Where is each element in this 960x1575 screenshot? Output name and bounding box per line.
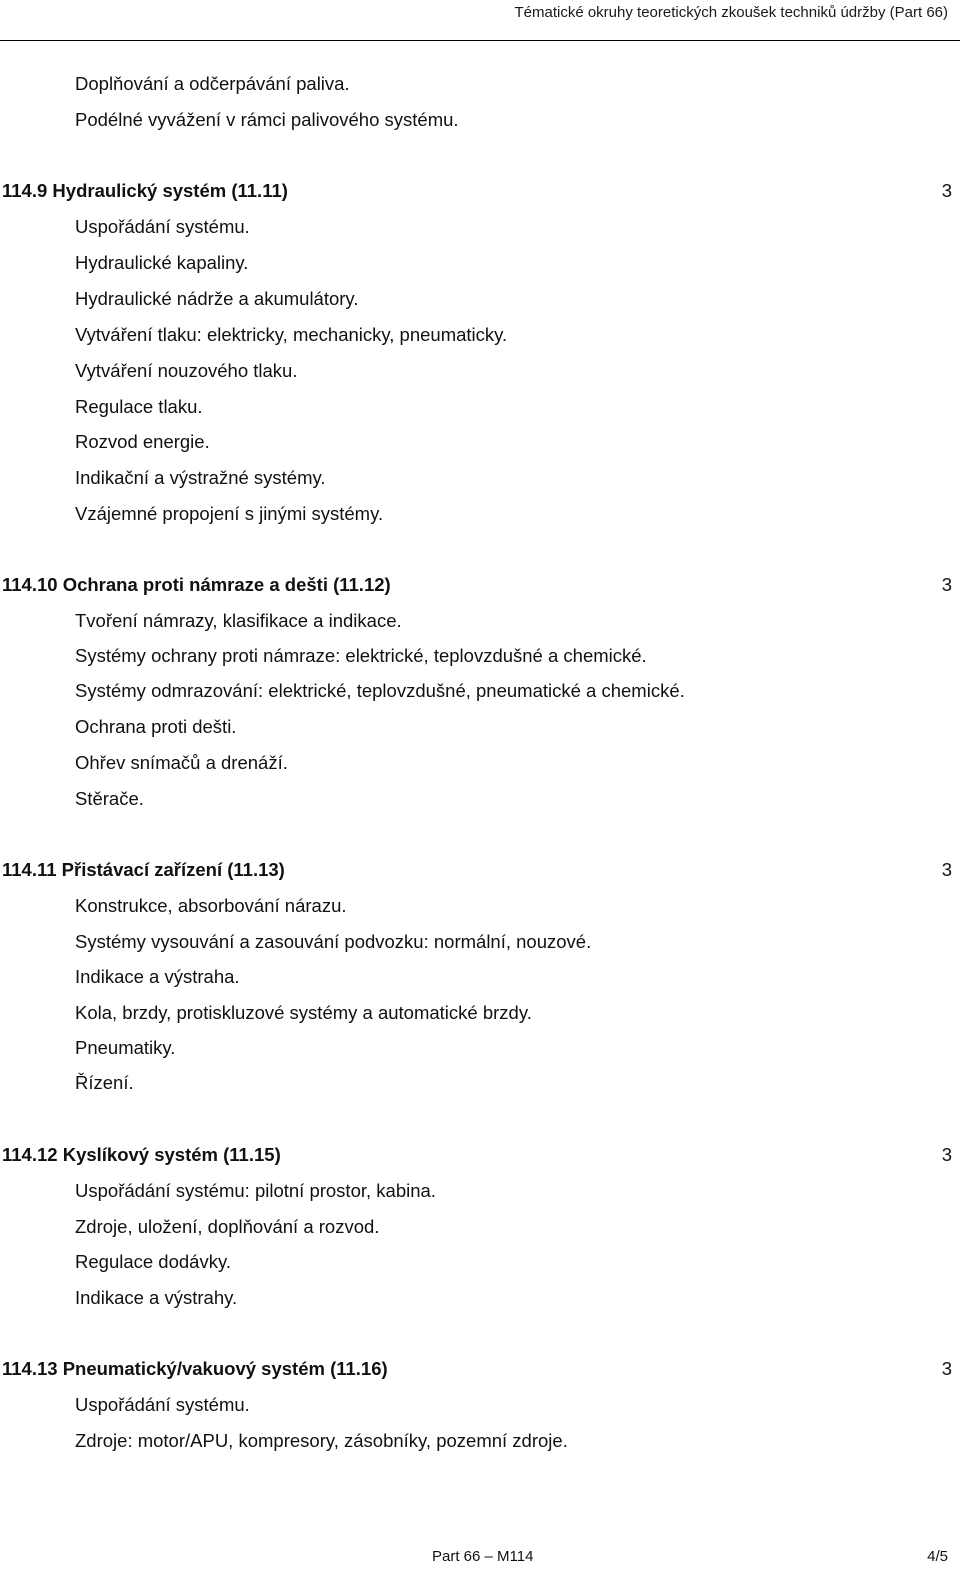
list-item: Ohřev snímačů a drenáží. [75,752,288,773]
footer-module: Part 66 – M114 [432,1548,534,1565]
list-item: Hydraulické kapaliny. [75,252,249,273]
list-item: Kola, brzdy, protiskluzové systémy a automatické brzdy. [75,1002,532,1023]
section-heading-114-9 [2,180,952,202]
section-title: 114.12 Kyslíkový systém (11.15) [2,1144,281,1165]
list-item: Tvoření námrazy, klasifikace a indikace. [75,610,402,631]
list-item: Rozvod energie. [75,431,210,452]
list-item: Regulace tlaku. [75,396,203,417]
list-item: Vytváření tlaku: elektricky, mechanicky, pneumaticky. [75,324,508,345]
section-title: 114.11 Přistávací zařízení (11.13) [2,859,285,880]
list-item: Uspořádání systému: pilotní prostor, kabina. [75,1180,436,1201]
intro-line: Podélné vyvážení v rámci palivového systému. [75,109,459,130]
page-number: 4/5 [927,1548,948,1565]
header-divider [0,40,960,41]
section-heading-114-13 [2,1358,952,1380]
section-title: 114.13 Pneumatický/vakuový systém (11.16) [2,1358,388,1379]
section-level: 3 [941,1144,952,1165]
list-item: Řízení. [75,1072,134,1093]
list-item: Hydraulické nádrže a akumulátory. [75,288,359,309]
intro-line: Doplňování a odčerpávání paliva. [75,73,350,94]
list-item: Vzájemné propojení s jinými systémy. [75,503,384,524]
list-item: Uspořádání systému. [75,1394,250,1415]
list-item: Pneumatiky. [75,1037,176,1058]
section-title: 114.9 Hydraulický systém (11.11) [2,180,288,201]
list-item: Indikační a výstražné systémy. [75,467,326,488]
list-item: Zdroje, uložení, doplňování a rozvod. [75,1216,380,1237]
list-item: Vytváření nouzového tlaku. [75,360,298,381]
list-item: Uspořádání systému. [75,216,250,237]
section-level: 3 [941,574,952,595]
page-header: Tématické okruhy teoretických zkoušek techniků údržby (Part 66) [514,4,948,21]
section-heading-114-11 [2,859,952,881]
section-level: 3 [941,1358,952,1379]
list-item: Indikace a výstraha. [75,966,240,987]
section-title: 114.10 Ochrana proti námraze a dešti (11.12) [2,574,391,595]
list-item: Systémy odmrazování: elektrické, teplovzdušné, pneumatické a chemické. [75,680,685,701]
list-item: Ochrana proti dešti. [75,716,237,737]
list-item: Zdroje: motor/APU, kompresory, zásobníky, pozemní zdroje. [75,1430,568,1451]
section-heading-114-12 [2,1144,952,1166]
list-item: Indikace a výstrahy. [75,1287,238,1308]
section-level: 3 [941,859,952,880]
list-item: Systémy ochrany proti námraze: elektrické, teplovzdušné a chemické. [75,645,647,666]
list-item: Systémy vysouvání a zasouvání podvozku: normální, nouzové. [75,931,592,952]
section-level: 3 [941,180,952,201]
list-item: Konstrukce, absorbování nárazu. [75,895,347,916]
list-item: Regulace dodávky. [75,1251,231,1272]
section-heading-114-10 [2,574,952,596]
list-item: Stěrače. [75,788,144,809]
